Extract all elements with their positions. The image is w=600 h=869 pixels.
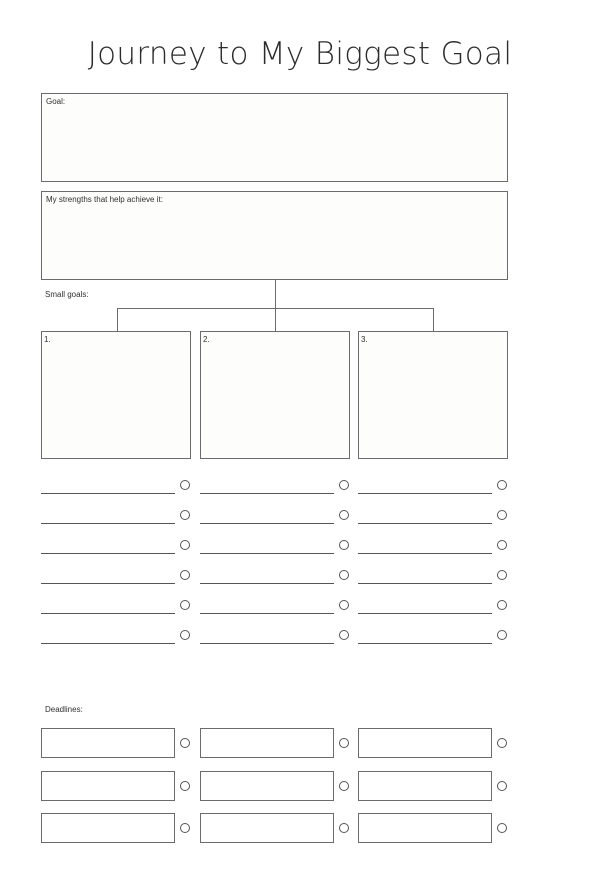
deadline-checkbox[interactable] [180, 738, 190, 748]
task-line[interactable] [358, 643, 492, 644]
deadline-box[interactable] [41, 728, 175, 758]
deadline-box[interactable] [200, 728, 334, 758]
task-line[interactable] [358, 583, 492, 584]
goal-label: Goal: [46, 97, 66, 106]
task-line[interactable] [200, 493, 334, 494]
task-checkbox[interactable] [497, 510, 507, 520]
task-line[interactable] [200, 643, 334, 644]
task-line[interactable] [41, 583, 175, 584]
task-line[interactable] [358, 553, 492, 554]
deadline-box[interactable] [358, 728, 492, 758]
task-line[interactable] [358, 613, 492, 614]
connector-left-drop [117, 308, 118, 331]
task-checkbox[interactable] [497, 540, 507, 550]
connector-right-drop [433, 308, 434, 331]
small-goal-number: 2. [203, 335, 210, 344]
deadline-checkbox[interactable] [180, 781, 190, 791]
task-checkbox[interactable] [180, 480, 190, 490]
connector-trunk [275, 280, 276, 331]
small-goals-label: Small goals: [45, 290, 89, 299]
deadline-checkbox[interactable] [497, 781, 507, 791]
deadline-checkbox[interactable] [339, 781, 349, 791]
task-checkbox[interactable] [339, 570, 349, 580]
task-line[interactable] [358, 523, 492, 524]
small-goal-number: 3. [361, 335, 368, 344]
strengths-label: My strengths that help achieve it: [46, 195, 163, 204]
task-checkbox[interactable] [339, 480, 349, 490]
deadline-checkbox[interactable] [339, 823, 349, 833]
deadline-checkbox[interactable] [497, 738, 507, 748]
task-line[interactable] [41, 643, 175, 644]
task-checkbox[interactable] [180, 630, 190, 640]
deadlines-label: Deadlines: [45, 705, 83, 714]
deadline-checkbox[interactable] [339, 738, 349, 748]
task-line[interactable] [200, 523, 334, 524]
small-goal-number: 1. [44, 335, 51, 344]
task-checkbox[interactable] [180, 600, 190, 610]
task-checkbox[interactable] [497, 480, 507, 490]
goal-box[interactable] [41, 93, 508, 182]
deadline-box[interactable] [41, 771, 175, 801]
task-line[interactable] [200, 613, 334, 614]
deadline-box[interactable] [358, 813, 492, 843]
task-checkbox[interactable] [339, 510, 349, 520]
task-checkbox[interactable] [339, 630, 349, 640]
task-line[interactable] [41, 613, 175, 614]
deadline-box[interactable] [358, 771, 492, 801]
deadline-box[interactable] [200, 771, 334, 801]
task-line[interactable] [200, 583, 334, 584]
task-line[interactable] [200, 553, 334, 554]
small-goal-box-1[interactable] [41, 331, 191, 459]
deadline-box[interactable] [200, 813, 334, 843]
task-checkbox[interactable] [497, 570, 507, 580]
task-checkbox[interactable] [339, 540, 349, 550]
strengths-box[interactable] [41, 191, 508, 280]
deadline-box[interactable] [41, 813, 175, 843]
page-title: Journey to My Biggest Goal [87, 36, 513, 72]
deadline-checkbox[interactable] [180, 823, 190, 833]
small-goal-box-3[interactable] [358, 331, 508, 459]
task-line[interactable] [41, 553, 175, 554]
task-checkbox[interactable] [497, 630, 507, 640]
task-line[interactable] [41, 493, 175, 494]
small-goal-box-2[interactable] [200, 331, 350, 459]
task-checkbox[interactable] [180, 570, 190, 580]
task-checkbox[interactable] [180, 510, 190, 520]
connector-crossbar [117, 308, 434, 309]
task-checkbox[interactable] [497, 600, 507, 610]
task-checkbox[interactable] [180, 540, 190, 550]
task-checkbox[interactable] [339, 600, 349, 610]
task-line[interactable] [41, 523, 175, 524]
deadline-checkbox[interactable] [497, 823, 507, 833]
task-line[interactable] [358, 493, 492, 494]
